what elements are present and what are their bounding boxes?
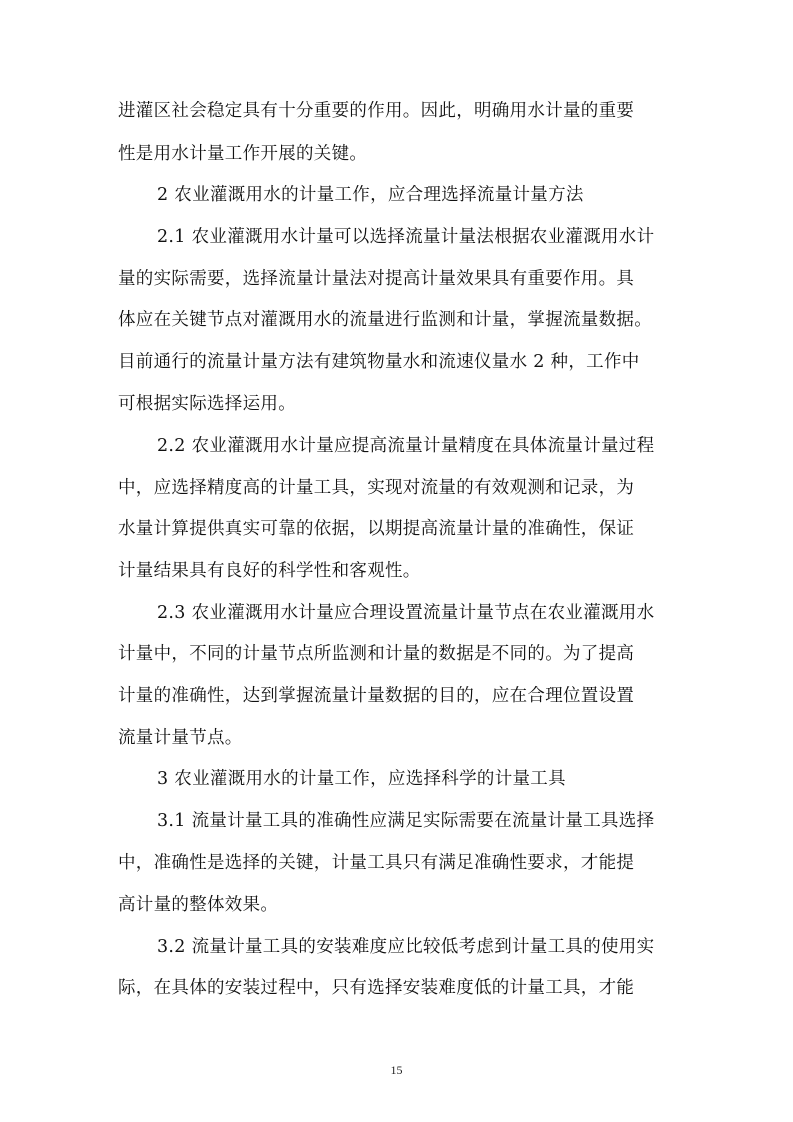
text-line: 流量计量节点。 [118, 728, 243, 748]
text-line: 进灌区社会稳定具有十分重要的作用。因此，明确用水计量的重要 [118, 101, 635, 121]
text-line: 量的实际需要，选择流量计量法对提高计量效果具有重要作用。具 [118, 269, 635, 289]
text-line: 2.2 农业灌溉用水计量应提高流量计量精度在具体流量计量过程 [157, 436, 655, 456]
text-line: 3.2 流量计量工具的安装难度应比较低考虑到计量工具的使用实 [157, 937, 655, 957]
text-line: 高计量的整体效果。 [118, 895, 279, 915]
section-heading: 3 农业灌溉用水的计量工作，应选择科学的计量工具 [157, 769, 566, 789]
section-heading: 2 农业灌溉用水的计量工作，应合理选择流量计量方法 [157, 185, 584, 205]
text-line: 计量的准确性，达到掌握流量计量数据的目的，应在合理位置设置 [118, 686, 635, 706]
text-line: 计量中，不同的计量节点所监测和计量的数据是不同的。为了提高 [118, 644, 635, 664]
text-line: 际，在具体的安装过程中，只有选择安装难度低的计量工具，才能 [118, 978, 635, 998]
text-line: 计量结果具有良好的科学性和客观性。 [118, 561, 421, 581]
text-line: 性是用水计量工作开展的关键。 [118, 144, 368, 164]
text-line: 中，应选择精度高的计量工具，实现对流量的有效观测和记录，为 [118, 478, 635, 498]
text-line: 水量计算提供真实可靠的依据，以期提高流量计量的准确性，保证 [118, 519, 635, 539]
text-line: 体应在关键节点对灌溉用水的流量进行监测和计量，掌握流量数据。 [118, 310, 652, 330]
text-line: 目前通行的流量计量方法有建筑物量水和流速仪量水 2 种，工作中 [118, 352, 640, 372]
text-line: 中，准确性是选择的关键，计量工具只有满足准确性要求，才能提 [118, 853, 635, 873]
text-line: 可根据实际选择运用。 [118, 394, 296, 414]
text-line: 2.3 农业灌溉用水计量应合理设置流量计量节点在农业灌溉用水 [157, 603, 655, 623]
text-line: 3.1 流量计量工具的准确性应满足实际需要在流量计量工具选择 [157, 811, 655, 831]
page-number: 15 [390, 1063, 403, 1077]
text-line: 2.1 农业灌溉用水计量可以选择流量计量法根据农业灌溉用水计 [157, 227, 655, 247]
